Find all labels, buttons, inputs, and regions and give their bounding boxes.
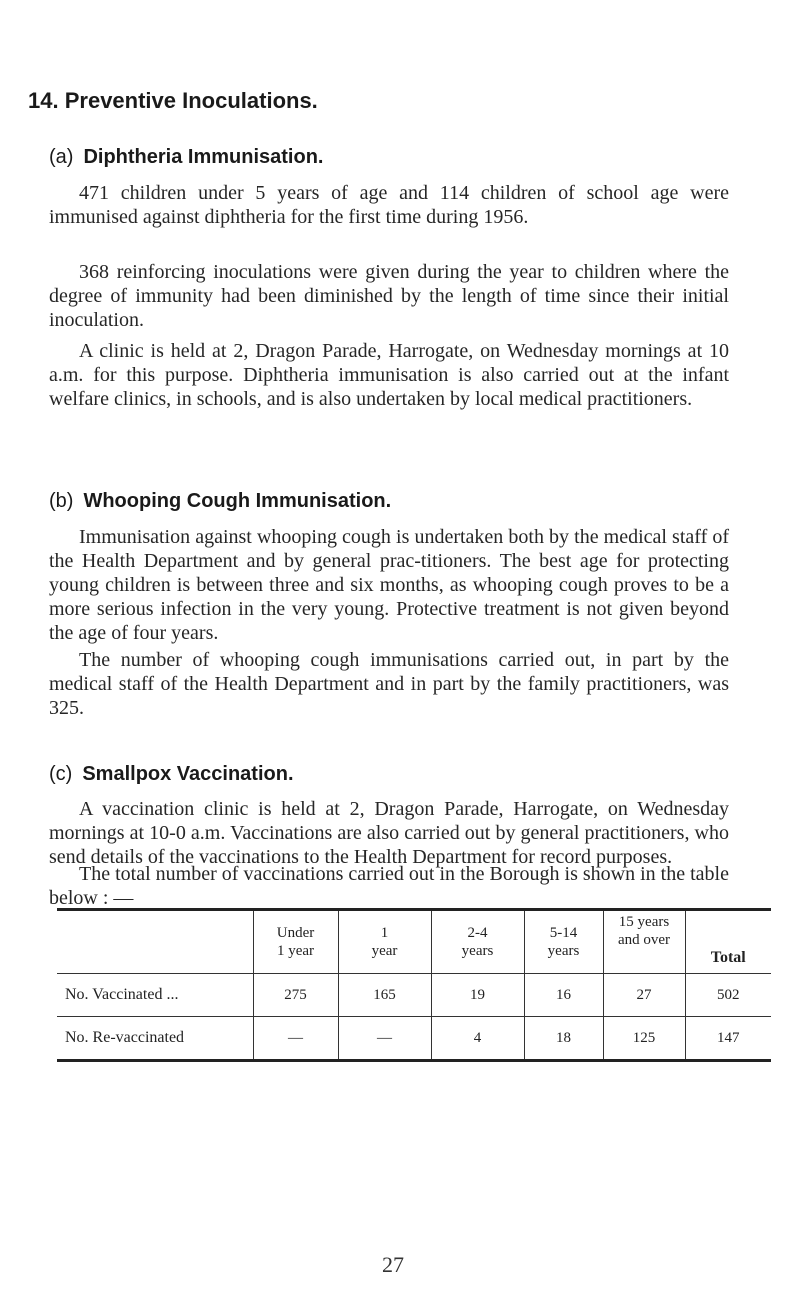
subsection-title: Diphtheria Immunisation. xyxy=(83,146,324,168)
column-header-15-and-over: 15 years and over xyxy=(603,910,685,974)
subsection-letter: (c) xyxy=(49,763,73,785)
table-cell: 125 xyxy=(603,1017,685,1061)
subsection-heading-smallpox xyxy=(49,763,294,786)
paragraph: A vaccination clinic is held at 2, Dragon Parade, Harrogate, on Wednesday mornings at 10-0 a.m. Vaccinations are also carried out by general practitioners, who send details of the vaccinations to the Health Department for record purposes. xyxy=(49,798,729,868)
paragraph: The total number of vaccinations carried out in the Borough is shown in the table below : — xyxy=(49,863,729,909)
table-cell: 4 xyxy=(431,1017,524,1061)
section-title: Preventive Inoculations. xyxy=(64,88,318,113)
subsection-title: Whooping Cough Immunisation. xyxy=(83,490,392,512)
section-heading xyxy=(28,88,318,114)
column-header-2-4-years: 2-4 years xyxy=(431,910,524,974)
table-cell: 165 xyxy=(338,974,431,1017)
paragraph: A clinic is held at 2, Dragon Parade, Harrogate, on Wednesday mornings at 10 a.m. for this purpose. Diphtheria immunisation is also carried out at the infant welfare clinics, in schools, and is also undertaken by local medical practitioners. xyxy=(49,340,729,410)
table-row-vaccinated xyxy=(57,974,771,1017)
table-cell: 502 xyxy=(685,974,771,1017)
column-header-5-14-years: 5-14 years xyxy=(524,910,603,974)
table-cell: — xyxy=(253,1017,338,1061)
column-header-blank xyxy=(57,910,253,974)
table-cell: 19 xyxy=(431,974,524,1017)
subsection-heading-whooping-cough xyxy=(49,490,391,513)
subsection-title: Smallpox Vaccination. xyxy=(82,763,294,785)
table-header-row xyxy=(57,910,771,974)
table-cell: 27 xyxy=(603,974,685,1017)
page-number: 27 xyxy=(382,1252,404,1277)
row-label: No. Vaccinated ... xyxy=(65,986,179,1003)
table-cell: 18 xyxy=(524,1017,603,1061)
column-header-1-year: 1 year xyxy=(338,910,431,974)
paragraph: 471 children under 5 years of age and 114 children of school age were immunised against diphtheria for the first time during 1956. xyxy=(49,182,729,228)
row-label: No. Re-vaccinated xyxy=(65,1029,185,1046)
paragraph: Immunisation against whooping cough is undertaken both by the medical staff of the Health Department and by general prac-titioners. The best age for protecting young children is between three and six months, as whooping cough proves to be a more serious infection in the very young. Protective treatment is not given beyond the age of four years. xyxy=(49,526,729,644)
section-number: 14. xyxy=(28,88,59,113)
subsection-letter: (b) xyxy=(49,490,74,512)
subsection-heading-diphtheria xyxy=(49,146,323,169)
paragraph: 368 reinforcing inoculations were given during the year to children where the degree of immunity had been diminished by the length of time since their initial inoculation. xyxy=(49,261,729,331)
column-header-under-1: Under 1 year xyxy=(253,910,338,974)
table-cell: 275 xyxy=(253,974,338,1017)
table-cell: 16 xyxy=(524,974,603,1017)
paragraph: The number of whooping cough immunisations carried out, in part by the medical staff of the Health Department and in part by the family practitioners, was 325. xyxy=(49,649,729,719)
subsection-letter: (a) xyxy=(49,146,74,168)
column-header-total: Total xyxy=(685,910,771,974)
table-row-revaccinated xyxy=(57,1017,771,1061)
table-cell: 147 xyxy=(685,1017,771,1061)
vaccination-table xyxy=(57,908,771,1062)
table-cell: — xyxy=(338,1017,431,1061)
